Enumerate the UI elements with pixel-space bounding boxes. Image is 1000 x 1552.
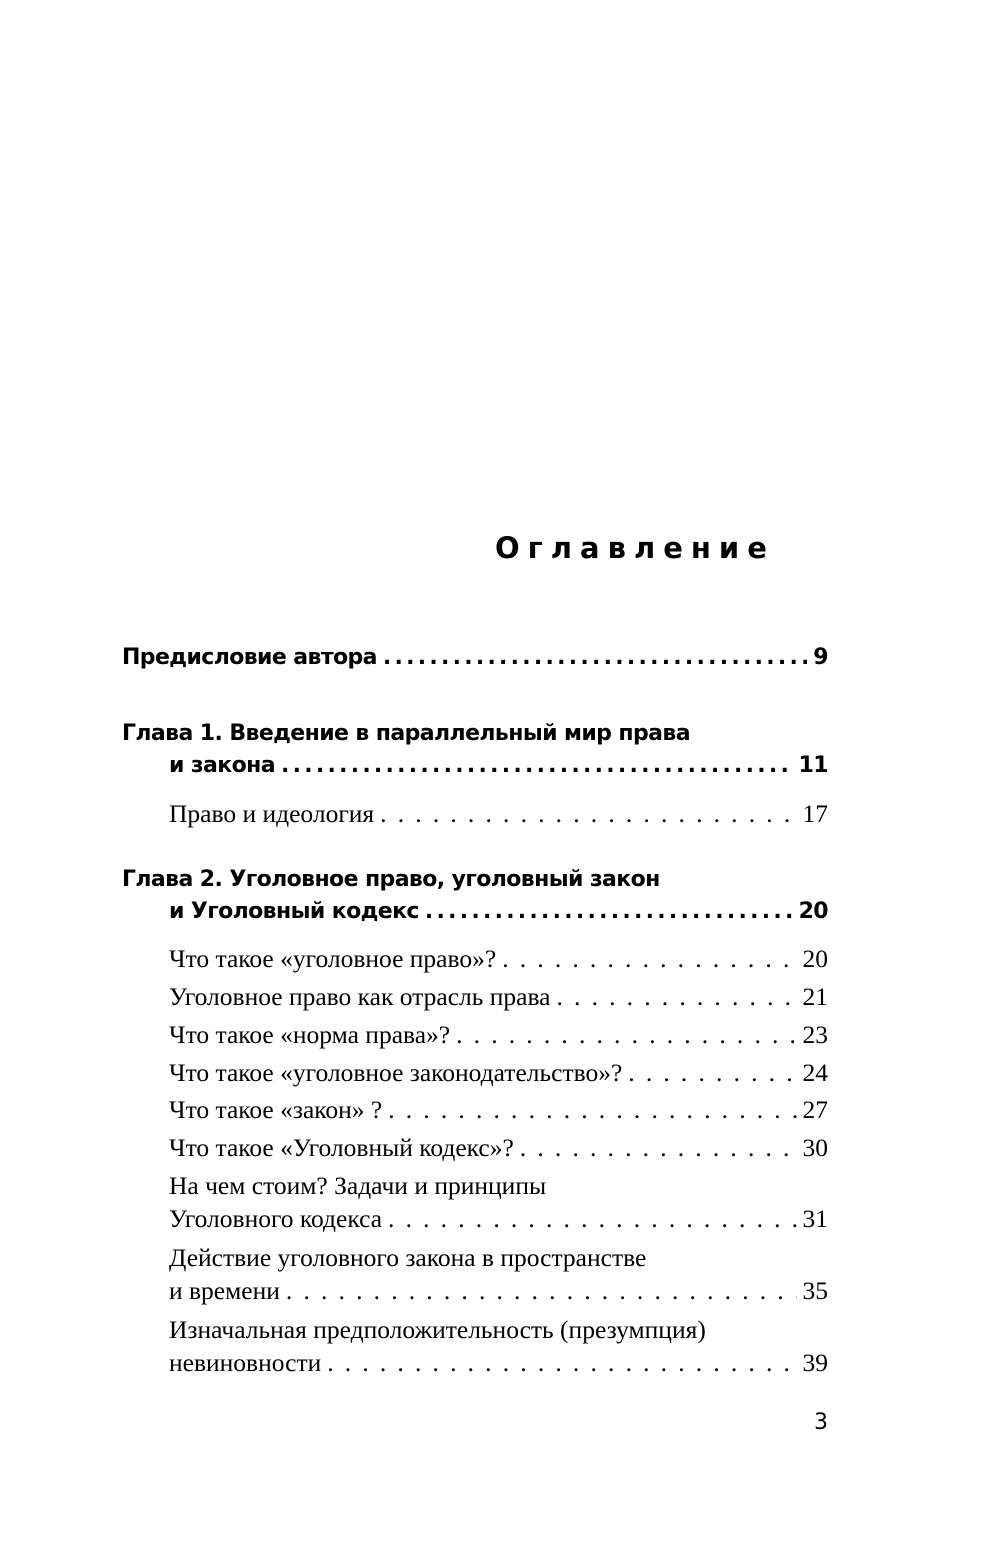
dot-leader <box>520 1133 797 1163</box>
toc-entry-label: и Уголовный кодекс <box>169 899 419 924</box>
toc-entry-label: и времени <box>169 1276 280 1305</box>
dot-leader <box>286 1276 797 1306</box>
toc-entry-page: 24 <box>802 1058 828 1087</box>
toc-entry-section[interactable] <box>169 799 828 835</box>
toc-entry-label: Что такое «уголовное право»? <box>169 944 497 973</box>
dot-leader <box>388 1204 796 1234</box>
toc-entry-preface[interactable] <box>122 645 828 681</box>
toc-entry-page: 20 <box>798 899 828 924</box>
toc-entry-page: 35 <box>802 1276 828 1305</box>
toc-entry-section[interactable] <box>169 1171 828 1207</box>
page-title: Оглавление <box>495 531 775 565</box>
toc-entry-page: 31 <box>802 1204 828 1233</box>
toc-chapter-2-title[interactable] <box>122 867 828 903</box>
toc-entry-label: Глава 1. Введение в параллельный мир права <box>122 721 690 746</box>
toc-entry-page: 23 <box>802 1020 828 1049</box>
toc-entry-label: Что такое «уголовное законодательство»? <box>169 1058 623 1087</box>
toc-entry-label: На чем стоим? Задачи и принципы <box>169 1171 547 1200</box>
toc-entry-label: и закона <box>169 753 275 778</box>
toc-entry-label: Что такое «Уголовный кодекс»? <box>169 1133 514 1162</box>
toc-entry-page: 39 <box>802 1348 828 1377</box>
toc-entry-page: 30 <box>802 1133 828 1162</box>
toc-entry-page: 20 <box>802 944 828 973</box>
dot-leader <box>456 1020 796 1050</box>
dot-leader <box>425 899 793 924</box>
toc-entry-label: Что такое «норма права»? <box>169 1020 451 1049</box>
toc-chapter-2-title-cont[interactable] <box>169 899 828 935</box>
toc-entry-label: Предисловие автора <box>122 645 377 670</box>
toc-entry-section[interactable] <box>169 1058 828 1094</box>
toc-chapter-1-title[interactable] <box>122 721 828 757</box>
toc-entry-section[interactable] <box>169 1020 828 1056</box>
toc-entry-page: 9 <box>813 645 828 670</box>
toc-entry-page: 27 <box>802 1095 828 1124</box>
toc-entry-label: Действие уголовного закона в пространстве <box>169 1243 647 1272</box>
toc-entry-label: Уголовное право как отрасль права <box>169 982 551 1011</box>
toc-entry-label: Что такое «закон» ? <box>169 1095 383 1124</box>
dot-leader <box>502 944 796 974</box>
toc-entry-section[interactable] <box>169 1095 828 1131</box>
dot-leader <box>327 1348 796 1378</box>
toc-entry-section[interactable] <box>169 1315 828 1351</box>
dot-leader <box>556 982 796 1012</box>
dot-leader <box>388 1095 796 1125</box>
toc-entry-page: 21 <box>802 982 828 1011</box>
dot-leader <box>380 799 796 829</box>
dot-leader <box>281 753 793 778</box>
page-number: 3 <box>814 1410 828 1435</box>
toc-entry-section[interactable] <box>169 982 828 1018</box>
toc-entry-section[interactable] <box>169 944 828 980</box>
dot-leader <box>628 1058 796 1088</box>
toc-entry-section-cont[interactable] <box>169 1204 828 1240</box>
toc-entry-label: Изначальная предположительность (презумпция) <box>169 1315 706 1344</box>
toc-entry-label: Глава 2. Уголовное право, уголовный закон <box>122 867 660 892</box>
dot-leader <box>383 645 807 670</box>
toc-entry-label: Право и идеология <box>169 799 375 828</box>
toc-entry-section[interactable] <box>169 1133 828 1169</box>
toc-entry-page: 17 <box>802 799 828 828</box>
toc-entry-label: Уголовного кодекса <box>169 1204 383 1233</box>
toc-entry-page: 11 <box>798 753 828 778</box>
toc-entry-section[interactable] <box>169 1243 828 1279</box>
toc-entry-label: невиновности <box>169 1348 322 1377</box>
toc-entry-section-cont[interactable] <box>169 1348 828 1384</box>
toc-entry-section-cont[interactable] <box>169 1276 828 1312</box>
toc-chapter-1-title-cont[interactable] <box>169 753 828 789</box>
